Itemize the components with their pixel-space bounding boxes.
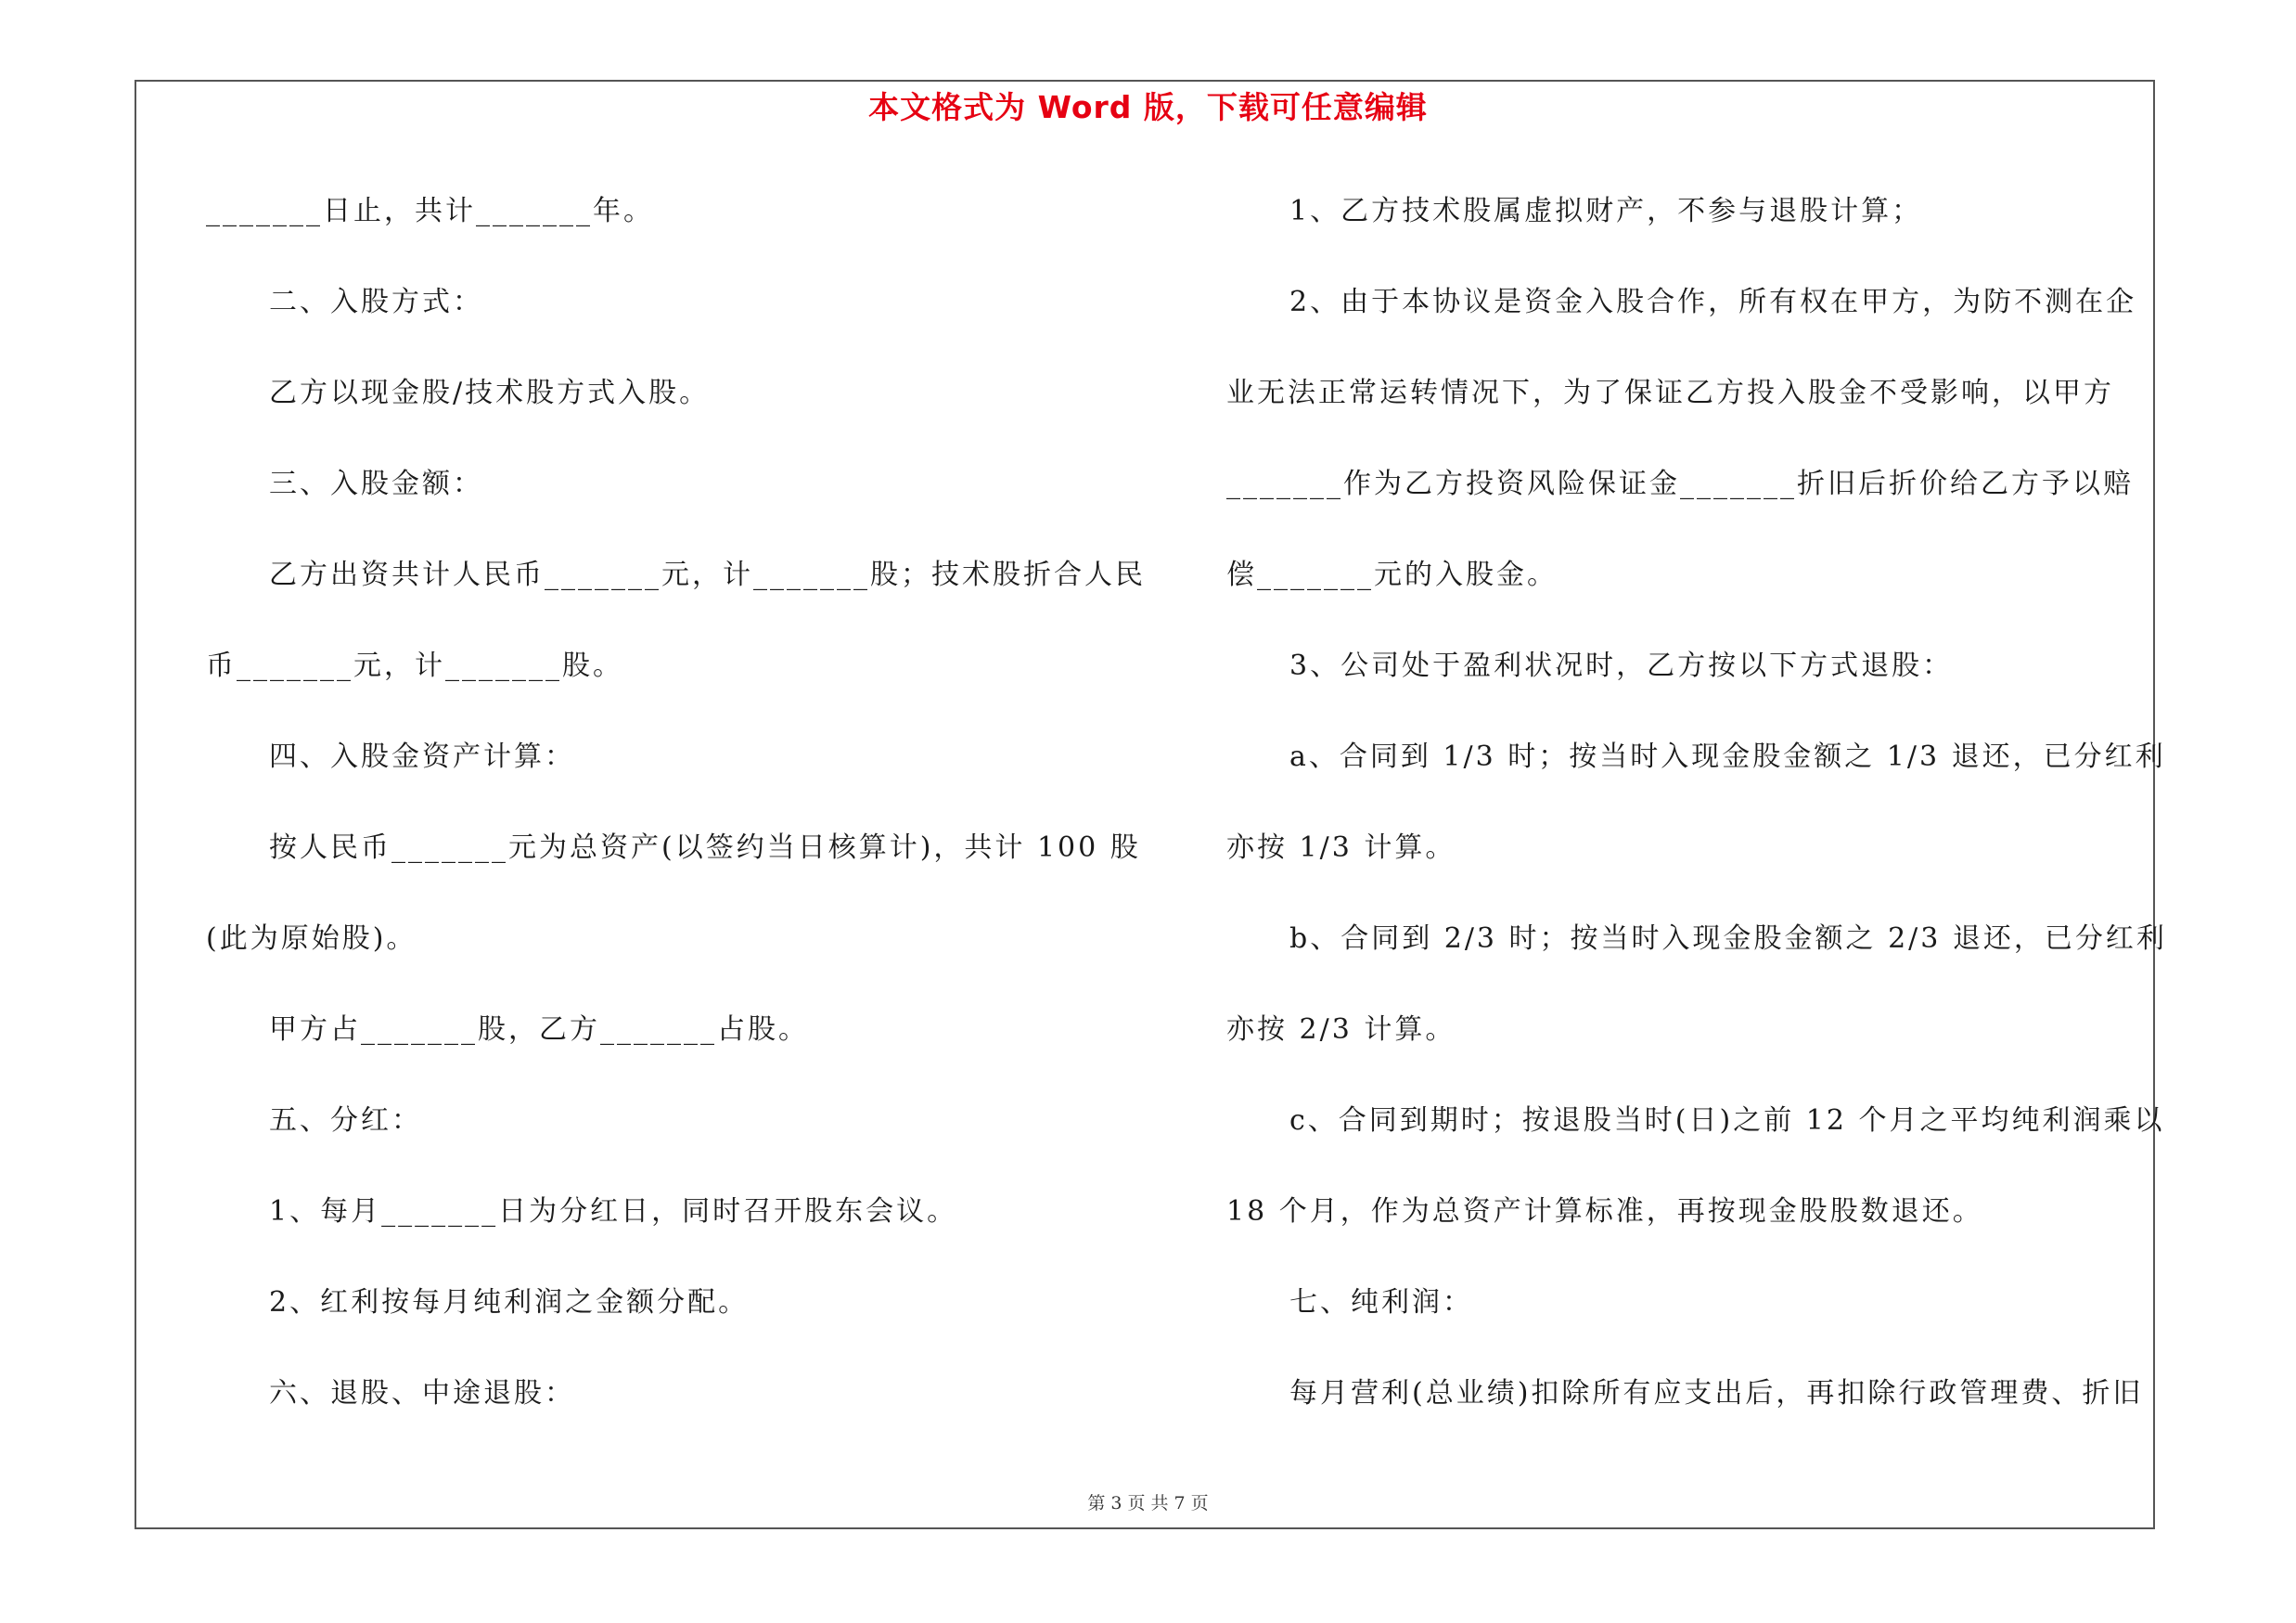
paragraph-line: 亦按 2/3 计算。 xyxy=(1226,1013,1456,1046)
paragraph-line: 业无法正常运转情况下，为了保证乙方投入股金不受影响，以甲方 xyxy=(1226,377,2114,409)
paragraph-line: 按人民币_______元为总资产(以签约当日核算计)，共计 100 股 xyxy=(269,831,1141,864)
paragraph-line: a、合同到 1/3 时；按当时入现金股金额之 1/3 退还，已分红利 xyxy=(1289,741,2166,773)
paragraph-line: c、合同到期时；按退股当时(日)之前 12 个月之平均纯利润乘以 xyxy=(1289,1104,2165,1137)
section-heading: 四、入股金资产计算： xyxy=(269,741,575,773)
paragraph-line: 乙方以现金股/技术股方式入股。 xyxy=(269,377,711,409)
paragraph-line: b、合同到 2/3 时；按当时入现金股金额之 2/3 退还，已分红利 xyxy=(1289,922,2167,955)
paragraph-line: _______作为乙方投资风险保证金_______折旧后折价给乙方予以赔 xyxy=(1226,468,2134,500)
section-heading: 五、分红： xyxy=(269,1104,422,1137)
section-heading: 二、入股方式： xyxy=(269,286,483,318)
paragraph-line: (此为原始股)。 xyxy=(206,922,417,955)
paragraph-line: 2、由于本协议是资金入股合作，所有权在甲方，为防不测在企 xyxy=(1289,286,2137,318)
paragraph-line: 1、每月_______日为分红日，同时召开股东会议。 xyxy=(269,1195,958,1228)
paragraph-line: 3、公司处于盈利状况时，乙方按以下方式退股： xyxy=(1289,650,1954,682)
paragraph-line: 甲方占_______股，乙方_______占股。 xyxy=(269,1013,809,1046)
section-heading: 六、退股、中途退股： xyxy=(269,1377,575,1410)
paragraph-line: 亦按 1/3 计算。 xyxy=(1226,831,1456,864)
section-heading: 七、纯利润： xyxy=(1289,1286,1473,1319)
paragraph-line: _______日止，共计_______年。 xyxy=(206,195,654,227)
paragraph-line: 2、红利按每月纯利润之金额分配。 xyxy=(269,1286,750,1319)
paragraph-line: 币_______元，计_______股。 xyxy=(206,650,623,682)
page-number: 第 3 页 共 7 页 xyxy=(1087,1493,1209,1514)
section-heading: 三、入股金额： xyxy=(269,468,483,500)
header-title: 本文格式为 Word 版，下载可任意编辑 xyxy=(868,89,1428,125)
paragraph-line: 乙方出资共计人民币_______元，计_______股；技术股折合人民 xyxy=(269,559,1146,591)
paragraph-line: 1、乙方技术股属虚拟财产，不参与退股计算； xyxy=(1289,195,1923,227)
paragraph-line: 18 个月，作为总资产计算标准，再按现金股股数退还。 xyxy=(1226,1195,1983,1228)
paragraph-line: 每月营利(总业绩)扣除所有应支出后，再扣除行政管理费、折旧 xyxy=(1289,1377,2144,1410)
paragraph-line: 偿_______元的入股金。 xyxy=(1226,559,1558,591)
